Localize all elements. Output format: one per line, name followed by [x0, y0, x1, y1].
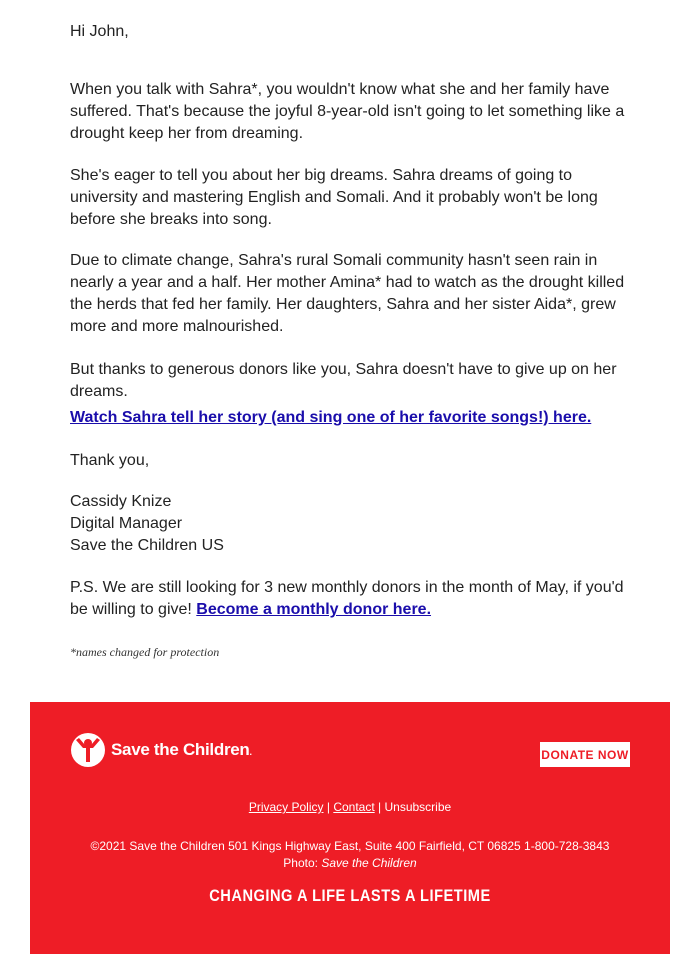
photo-label: Photo: [283, 856, 318, 870]
link-separator: | [326, 800, 330, 814]
paragraph-4: But thanks to generous donors like you, Sahra doesn't have to give up on her dreams. [70, 361, 617, 400]
link-separator: | [378, 800, 382, 814]
paragraph-3: Due to climate change, Sahra's rural Somali community hasn't seen rain in nearly a year and a half. Her mother Amina* had to watch as the drought killed the herds that fed her family. Her daughters, Sahra and her sister Aida*, grew more and more malnourished. [70, 252, 625, 335]
story-link-line [70, 407, 640, 429]
logo-wordmark [111, 740, 252, 760]
logo-text: Save the Children [111, 740, 250, 759]
unsubscribe-link[interactable]: Unsubscribe [384, 800, 452, 814]
footer-banner [30, 702, 670, 954]
photo-credit: Save the Children [321, 856, 417, 870]
signature-org: Save the Children US [70, 537, 224, 554]
privacy-policy-link[interactable]: Privacy Policy [248, 800, 324, 814]
watch-story-link[interactable]: Watch Sahra tell her story (and sing one of her favorite songs!) here. [70, 409, 592, 426]
photo-credit-line [30, 855, 670, 872]
thanks-line: Thank you, [70, 452, 150, 469]
footer-tagline: CHANGING A LIFE LASTS A LIFETIME [209, 886, 491, 905]
postscript-text: P.S. We are still looking for 3 new monthly donors in the month of May, if you'd be willing to give! [70, 579, 624, 618]
child-logo-icon [70, 732, 106, 768]
paragraph-1: When you talk with Sahra*, you wouldn't know what she and her family have suffered. That's because the joyful 8-year-old isn't going to let something like a drought keep her from dreaming. [70, 81, 625, 142]
logo-mark-dot: . [249, 747, 252, 757]
contact-link[interactable]: Contact [333, 800, 375, 814]
email-greeting: Hi John, [70, 23, 129, 40]
monthly-donor-link[interactable]: Become a monthly donor here. [196, 601, 432, 618]
signature-name: Cassidy Knize [70, 493, 172, 510]
signature-title: Digital Manager [70, 515, 183, 532]
protection-note: *names changed for protection [70, 645, 220, 659]
footer-links [30, 800, 670, 814]
postscript [70, 577, 640, 621]
footer-address: ©2021 Save the Children 501 Kings Highway East, Suite 400 Fairfield, CT 06825 1-800-728-3843 [90, 839, 610, 853]
footer-address-block [30, 838, 670, 872]
paragraph-2: She's eager to tell you about her big dreams. Sahra dreams of going to university and mastering English and Somali. And it probably won't be long before she breaks into song. [70, 167, 598, 228]
donate-now-button[interactable]: DONATE NOW [540, 742, 630, 767]
save-the-children-logo[interactable] [70, 732, 252, 768]
signature-block [70, 491, 640, 557]
